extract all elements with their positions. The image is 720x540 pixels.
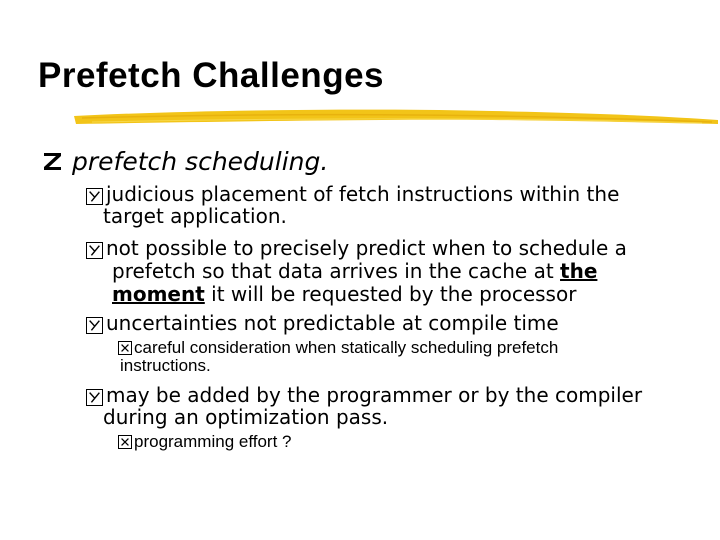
y-bullet-icon xyxy=(86,242,103,259)
level1-text: prefetch scheduling. xyxy=(72,147,329,176)
emphasis-text: moment xyxy=(112,282,205,306)
slide-title: Prefetch Challenges xyxy=(38,56,384,95)
item-line: may be added by the programmer or by the compiler xyxy=(106,383,643,407)
item-line xyxy=(112,259,597,283)
y-bullet-icon xyxy=(86,188,103,205)
item-line: programming effort ? xyxy=(134,432,292,451)
item-line: target application. xyxy=(103,204,287,228)
item-line: instructions. xyxy=(120,356,211,375)
emphasis-text: the xyxy=(560,259,598,283)
item-line: judicious placement of fetch instructions within the xyxy=(106,182,620,206)
z-bullet-icon xyxy=(42,150,64,172)
item-line: careful consideration when statically scheduling prefetch xyxy=(134,338,559,357)
x-bullet-icon xyxy=(118,341,132,355)
item-text: prefetch so that data arrives in the cache at xyxy=(112,259,561,283)
item-line: during an optimization pass. xyxy=(103,405,389,429)
item-line xyxy=(112,282,576,306)
item-line: not possible to precisely predict when to schedule a xyxy=(106,236,627,260)
y-bullet-icon xyxy=(86,389,103,406)
title-underline xyxy=(72,104,720,130)
item-line: uncertainties not predictable at compile time xyxy=(106,311,559,335)
x-bullet-icon xyxy=(118,435,132,449)
item-text: it will be requested by the processor xyxy=(204,282,577,306)
y-bullet-icon xyxy=(86,317,103,334)
